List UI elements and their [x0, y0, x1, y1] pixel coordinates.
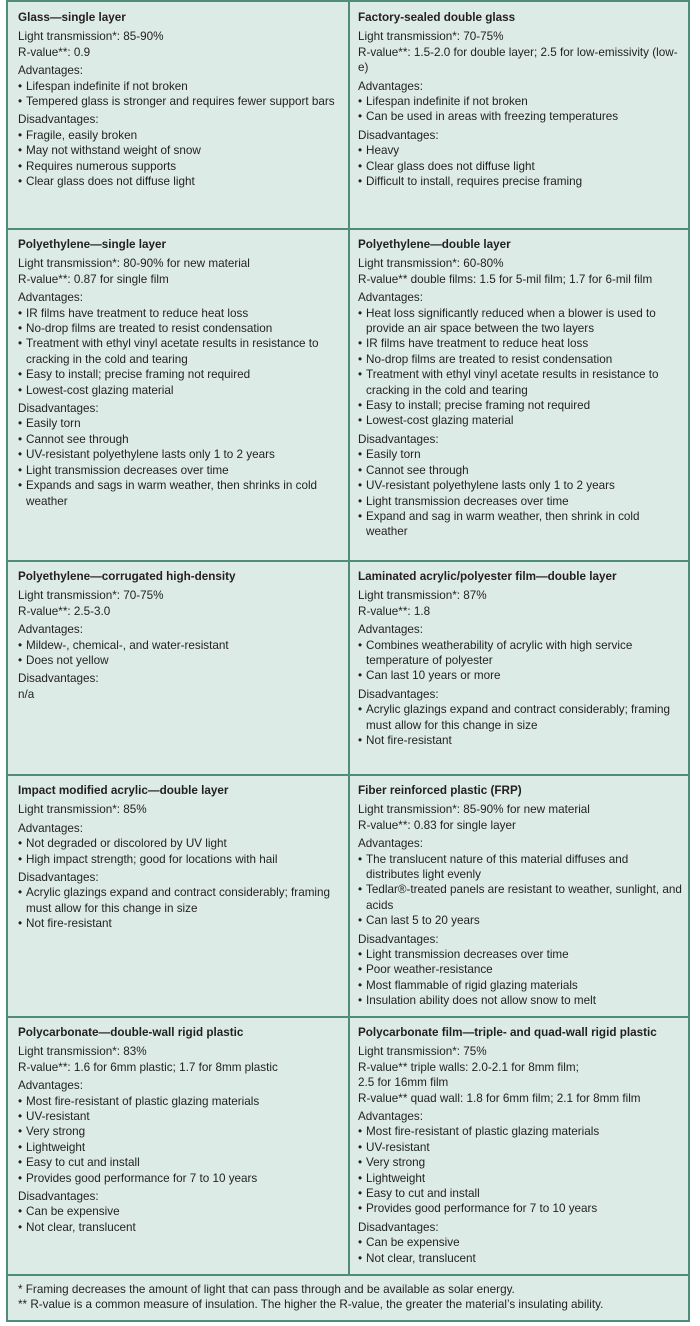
- disadvantages-section: [18, 1189, 340, 1235]
- material-cell-impact-acrylic: [18, 783, 340, 932]
- disadvantage-item: • Cannot see through: [18, 432, 340, 447]
- spec-line: Light transmission*: 87%: [358, 589, 487, 603]
- advantages-label: Advantages:: [18, 821, 83, 835]
- advantages-list: [358, 1124, 684, 1216]
- disadvantages-list: [358, 1235, 684, 1266]
- advantages-section: [358, 622, 684, 684]
- spec-line: Light transmission*: 83%: [18, 1045, 147, 1059]
- advantage-item: • No-drop films are treated to resist condensation: [18, 321, 340, 336]
- advantages-label: Advantages:: [18, 623, 83, 637]
- disadvantage-item: • Expand and sag in warm weather, then shrink in cold weather: [358, 509, 684, 540]
- advantage-item: • Easy to install; precise framing not required: [358, 398, 684, 413]
- disadvantage-item: • Can be expensive: [18, 1204, 340, 1219]
- material-cell-double-glass: [358, 10, 684, 189]
- advantage-item: • Very strong: [18, 1124, 340, 1139]
- advantages-label: Advantages:: [358, 623, 423, 637]
- disadvantages-section: [358, 932, 684, 1009]
- material-title: Impact modified acrylic—double layer: [18, 784, 229, 797]
- disadvantages-label: Disadvantages:: [358, 932, 439, 946]
- advantages-label: Advantages:: [18, 291, 83, 305]
- advantage-item: • Can be used in areas with freezing temperatures: [358, 109, 684, 124]
- advantage-item: • IR films have treatment to reduce heat loss: [18, 306, 340, 321]
- spec-line: Light transmission*: 85-90%: [18, 30, 164, 44]
- advantage-item: • Treatment with ethyl vinyl acetate results in resistance to cracking in the cold and tearing: [358, 367, 684, 398]
- advantage-item: • Easy to cut and install: [358, 1186, 684, 1201]
- disadvantage-item: • Easily torn: [18, 416, 340, 431]
- disadvantage-item: • Requires numerous supports: [18, 159, 340, 174]
- disadvantage-item: • Easily torn: [358, 447, 684, 462]
- spec-line: Light transmission*: 85-90% for new material: [358, 803, 590, 817]
- material-title: Factory-sealed double glass: [358, 11, 516, 24]
- spec-line: R-value**: 1.5-2.0 for double layer; 2.5 for low-emissivity (low-e): [358, 45, 678, 75]
- advantage-item: • Mildew-, chemical-, and water-resistant: [18, 638, 340, 653]
- spec-line: R-value**: 1.8: [358, 604, 431, 618]
- spec-line: R-value**: 0.9: [18, 45, 91, 59]
- disadvantages-label: Disadvantages:: [358, 128, 439, 142]
- material-cell-glass-single: [18, 10, 340, 189]
- disadvantages-label: Disadvantages:: [18, 1190, 99, 1204]
- disadvantages-text: n/a: [18, 687, 35, 701]
- disadvantages-section: [18, 671, 340, 702]
- advantages-list: [18, 79, 340, 110]
- disadvantages-label: Disadvantages:: [18, 113, 99, 127]
- advantages-section: [18, 290, 340, 398]
- advantage-item: • Tempered glass is stronger and requires fewer support bars: [18, 94, 340, 109]
- disadvantages-section: [358, 128, 684, 190]
- advantages-section: [18, 622, 340, 668]
- advantage-item: • Can last 10 years or more: [358, 668, 684, 683]
- disadvantage-item: • Light transmission decreases over time: [358, 494, 684, 509]
- spec-line: 2.5 for 16mm film: [358, 1076, 449, 1090]
- advantage-item: • Lightweight: [358, 1171, 684, 1186]
- disadvantages-section: [358, 687, 684, 749]
- disadvantages-list: [18, 416, 340, 508]
- disadvantages-section: [358, 1220, 684, 1266]
- material-cell-polyethylene-single: [18, 237, 340, 509]
- spec-line: Light transmission*: 80-90% for new material: [18, 257, 250, 271]
- spec-line: Light transmission*: 60-80%: [358, 257, 504, 271]
- disadvantages-label: Disadvantages:: [18, 402, 99, 416]
- advantage-item: • Lightweight: [18, 1140, 340, 1155]
- disadvantage-item: • Not fire-resistant: [18, 916, 340, 931]
- material-cell-frp: [358, 783, 684, 1009]
- spec-line: Light transmission*: 75%: [358, 1045, 487, 1059]
- disadvantages-section: [18, 401, 340, 509]
- disadvantage-item: • Most flammable of rigid glazing materials: [358, 978, 684, 993]
- spec-line: Light transmission*: 85%: [18, 803, 147, 817]
- advantages-section: [358, 290, 684, 429]
- advantage-item: • UV-resistant: [18, 1109, 340, 1124]
- disadvantage-item: • UV-resistant polyethylene lasts only 1 to 2 years: [358, 478, 684, 493]
- advantage-item: • Lowest-cost glazing material: [18, 383, 340, 398]
- disadvantage-item: • Light transmission decreases over time: [18, 463, 340, 478]
- material-cell-laminated-acrylic: [358, 569, 684, 748]
- material-title: Polyethylene—single layer: [18, 238, 167, 251]
- advantages-label: Advantages:: [18, 64, 83, 78]
- advantages-label: Advantages:: [358, 837, 423, 851]
- spec-line: R-value**: 2.5-3.0: [18, 604, 111, 618]
- advantages-section: [358, 79, 684, 125]
- disadvantage-item: • Can be expensive: [358, 1235, 684, 1250]
- disadvantages-label: Disadvantages:: [358, 432, 439, 446]
- disadvantage-item: • Not fire-resistant: [358, 733, 684, 748]
- disadvantage-item: • Acrylic glazings expand and contract considerably; framing must allow for this change in size: [358, 702, 684, 733]
- glazing-comparison-table: [6, 0, 690, 1322]
- advantage-item: • Not degraded or discolored by UV light: [18, 836, 340, 851]
- disadvantage-item: • Clear glass does not diffuse light: [18, 174, 340, 189]
- disadvantages-section: [18, 870, 340, 932]
- disadvantage-item: • Acrylic glazings expand and contract considerably; framing must allow for this change in size: [18, 885, 340, 916]
- advantage-item: • Provides good performance for 7 to 10 years: [358, 1201, 684, 1216]
- advantage-item: • Does not yellow: [18, 653, 340, 668]
- advantage-item: • Easy to cut and install: [18, 1155, 340, 1170]
- disadvantages-section: [358, 432, 684, 540]
- advantages-list: [18, 836, 340, 867]
- spec-line: R-value**: 0.83 for single layer: [358, 818, 516, 832]
- material-title: Polyethylene—corrugated high-density: [18, 570, 236, 583]
- disadvantage-item: • UV-resistant polyethylene lasts only 1 to 2 years: [18, 447, 340, 462]
- spec-line: R-value** triple walls: 2.0-2.1 for 8mm film;: [358, 1060, 579, 1074]
- advantage-item: • Easy to install; precise framing not required: [18, 367, 340, 382]
- material-cell-polycarbonate-double: [18, 1025, 340, 1235]
- advantages-section: [18, 1078, 340, 1186]
- material-cell-polyethylene-double: [358, 237, 684, 540]
- material-title: Polycarbonate—double-wall rigid plastic: [18, 1026, 244, 1039]
- advantage-item: • Combines weatherability of acrylic with high service temperature of polyester: [358, 638, 684, 669]
- disadvantages-list: [358, 447, 684, 539]
- material-title: Polyethylene—double layer: [358, 238, 511, 251]
- advantage-item: • IR films have treatment to reduce heat loss: [358, 336, 684, 351]
- advantage-item: • No-drop films are treated to resist condensation: [358, 352, 684, 367]
- disadvantages-list: [358, 143, 684, 189]
- advantage-item: • High impact strength; good for locations with hail: [18, 852, 340, 867]
- spec-line: R-value**: 0.87 for single film: [18, 272, 169, 286]
- disadvantages-label: Disadvantages:: [358, 1220, 439, 1234]
- disadvantage-item: • Not clear, translucent: [18, 1220, 340, 1235]
- disadvantage-item: • Insulation ability does not allow snow to melt: [358, 993, 684, 1008]
- advantage-item: • Can last 5 to 20 years: [358, 913, 684, 928]
- disadvantages-section: [18, 112, 340, 189]
- disadvantage-item: • Light transmission decreases over time: [358, 947, 684, 962]
- advantages-list: [18, 306, 340, 398]
- spec-line: R-value** double films: 1.5 for 5-mil film; 1.7 for 6-mil film: [358, 272, 653, 286]
- disadvantage-item: • Cannot see through: [358, 463, 684, 478]
- spec-line: R-value**: 1.6 for 6mm plastic; 1.7 for 8mm plastic: [18, 1060, 278, 1074]
- disadvantages-list: [18, 885, 340, 931]
- disadvantages-label: Disadvantages:: [18, 672, 99, 686]
- advantages-section: [358, 836, 684, 928]
- disadvantage-item: • Poor weather-resistance: [358, 962, 684, 977]
- advantages-list: [358, 306, 684, 429]
- advantages-list: [358, 852, 684, 929]
- advantage-item: • Tedlar®-treated panels are resistant to weather, sunlight, and acids: [358, 882, 684, 913]
- disadvantage-item: • Clear glass does not diffuse light: [358, 159, 684, 174]
- advantage-item: • Provides good performance for 7 to 10 years: [18, 1171, 340, 1186]
- row-divider: [8, 228, 688, 230]
- advantage-item: • Lowest-cost glazing material: [358, 413, 684, 428]
- advantages-list: [18, 638, 340, 669]
- column-divider: [348, 2, 350, 1274]
- advantages-list: [18, 1094, 340, 1186]
- spec-line: Light transmission*: 70-75%: [358, 30, 504, 44]
- disadvantages-list: [358, 702, 684, 748]
- advantages-list: [358, 638, 684, 684]
- spec-line: R-value** quad wall: 1.8 for 6mm film; 2.1 for 8mm film: [358, 1091, 641, 1105]
- material-title: Laminated acrylic/polyester film—double layer: [358, 570, 617, 583]
- advantages-section: [18, 821, 340, 867]
- advantage-item: • Lifespan indefinite if not broken: [18, 79, 340, 94]
- footnote-divider: [8, 1274, 688, 1276]
- material-title: Fiber reinforced plastic (FRP): [358, 784, 522, 797]
- advantage-item: • Most fire-resistant of plastic glazing materials: [18, 1094, 340, 1109]
- advantages-label: Advantages:: [358, 1110, 423, 1124]
- disadvantages-list: [18, 128, 340, 190]
- advantage-item: • The translucent nature of this material diffuses and distributes light evenly: [358, 852, 684, 883]
- footnote-framing: * Framing decreases the amount of light that can pass through and be available as solar energy.: [18, 1283, 515, 1296]
- disadvantages-label: Disadvantages:: [358, 687, 439, 701]
- disadvantage-item: • Difficult to install, requires precise framing: [358, 174, 684, 189]
- material-cell-polyethylene-corrugated: [18, 569, 340, 702]
- material-title: Glass—single layer: [18, 11, 126, 24]
- material-title: Polycarbonate film—triple- and quad-wall rigid plastic: [358, 1026, 657, 1039]
- disadvantages-list: [18, 1204, 340, 1235]
- disadvantage-item: • Expands and sags in warm weather, then shrinks in cold weather: [18, 478, 340, 509]
- disadvantage-item: • Fragile, easily broken: [18, 128, 340, 143]
- disadvantage-item: • May not withstand weight of snow: [18, 143, 340, 158]
- material-cell-polycarbonate-triple-quad: [358, 1025, 684, 1266]
- row-divider: [8, 560, 688, 562]
- advantages-list: [358, 94, 684, 125]
- advantages-label: Advantages:: [358, 291, 423, 305]
- advantages-label: Advantages:: [358, 79, 423, 93]
- disadvantage-item: • Heavy: [358, 143, 684, 158]
- advantage-item: • UV-resistant: [358, 1140, 684, 1155]
- disadvantage-item: • Not clear, translucent: [358, 1251, 684, 1266]
- spec-line: Light transmission*: 70-75%: [18, 589, 164, 603]
- disadvantages-label: Disadvantages:: [18, 871, 99, 885]
- disadvantages-list: [358, 947, 684, 1009]
- row-divider: [8, 774, 688, 776]
- advantage-item: • Heat loss significantly reduced when a blower is used to provide an air space between the two layers: [358, 306, 684, 337]
- row-divider: [8, 1016, 688, 1018]
- advantages-label: Advantages:: [18, 1079, 83, 1093]
- footnote-r-value: ** R-value is a common measure of insulation. The higher the R-value, the greater the material’s insulating ability.: [18, 1298, 604, 1312]
- footnotes: [18, 1282, 682, 1313]
- advantage-item: • Most fire-resistant of plastic glazing materials: [358, 1124, 684, 1139]
- advantage-item: • Very strong: [358, 1155, 684, 1170]
- advantage-item: • Lifespan indefinite if not broken: [358, 94, 684, 109]
- advantages-section: [358, 1109, 684, 1217]
- advantage-item: • Treatment with ethyl vinyl acetate results in resistance to cracking in the cold and tearing: [18, 336, 340, 367]
- advantages-section: [18, 63, 340, 109]
